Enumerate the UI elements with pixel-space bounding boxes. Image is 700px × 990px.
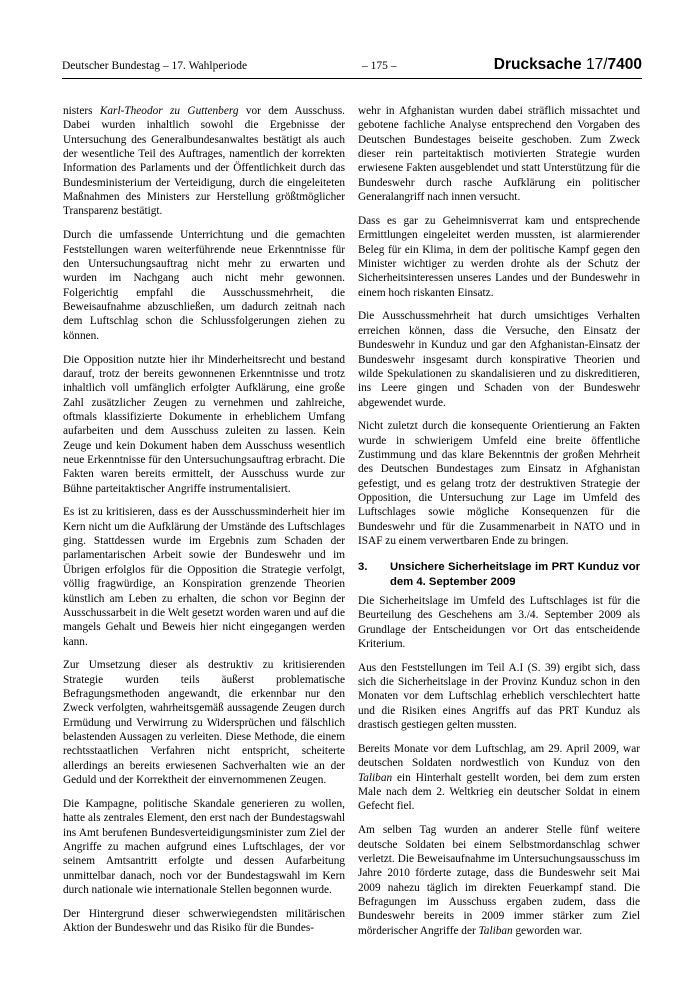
right-column [358,104,640,947]
left-column [63,104,345,945]
paragraph: Durch die umfassende Unterrichtung und die gemachten Feststellungen waren weiterführende neue Erkenntnisse für den Untersuchungsauftrag nicht mehr zu erwarten und wurden im Nachgang auch nicht mehr gewonnen. Folgerichtig empfahl die Ausschussmehrheit, die Beweisaufnahme abzuschließen, um dadurch zeitnah nach dem Luftschlag schon die Schlussfolgerungen ziehen zu können. [63,229,345,342]
paragraph: Bereits Monate vor dem Luftschlag, am 29. April 2009, war deutschen Soldaten nordwestlich von Kunduz von den Taliban ein Hinterhalt gestellt worden, bei dem zum ersten Male nach dem 2. Weltkrieg ein deutscher Soldat in einem Gefecht fiel. [358,742,640,813]
document-label: Drucksache [493,56,582,73]
section-heading [358,560,640,588]
paragraph: nisters Karl-Theodor zu Guttenberg vor dem Ausschuss. Dabei wurden inhaltlich sowohl die Ergebnisse der Untersuchung des Generalbundesanwaltes bestätigt als auch der wesentliche Teil des Auftrages, namentlich der korrekten Information des Parlaments und der Öffentlichkeit durch das Bundesministerium der Verteidigung, durch die eingeleiteten Maßnahmen des Ministers zur Herstellung größtmöglicher Transparenz bestätigt. [63,105,345,218]
paragraph: Die Opposition nutzte hier ihr Minderheitsrecht und bestand darauf, trotz der bereits gewonnenen Erkenntnisse und trotz inhaltlich voll umfänglich erfolgter Aufklärung, eine große Zahl zusätzlicher Zeugen zu vernehmen und zahlreiche, oftmals klassifizierte Dokumente in erheblichem Umfang aufarbeiten und dem Ausschuss zuleiten zu lassen. Kein Zeuge und kein Dokument haben dem Ausschuss wesentlich neue Erkenntnisse für den Untersuchungsauftrag erbracht. Die Fakten waren bereits ermittelt, der Ausschuss wurde zur Bühne parteitaktischer Angriffe instrumentalisiert. [63,353,346,495]
paragraph: Aus den Feststellungen im Teil A.I (S. 39) ergibt sich, dass sich die Sicherheitslage in der Provinz Kunduz schon in den Monaten vor dem Luftschlag erheblich verschlechtert hatte und die Risiken eines Angriffs auf das PRT Kunduz als drastisch gestiegen gelten mussten. [358,661,640,732]
paragraph: Nicht zuletzt durch die konsequente Orientierung an Fakten wurde in schwierigem Umfeld eine breite öffentliche Zustimmung und das klare Bekenntnis der großen Mehrheit des Deutschen Bundestages zum Einsatz in Afghanistan gefestigt, und es gelang trotz der destruktiven Strategie der Opposition, die Untersuchung zur Lage im Umfeld des Luftschlages sowie mögliche Konsequenzen für die Bundeswehr und für die Zusammenarbeit in NATO und in ISAF zu einem verwertbaren Ende zu bringen. [358,420,640,548]
paragraph: Am selben Tag wurden an anderer Stelle fünf weitere deutsche Soldaten bei einem Selbstmordanschlag schwer verletzt. Die Beweisaufnahme im Untersuchungsausschuss im Jahre 2010 förderte zutage, dass die Bundeswehr seit Mai 2009 nahezu täglich im direkten Feuerkampf stand. Die Befragungen im Ausschuss ergaben zudem, dass die Bundeswehr bereits in 2009 immer stärker zum Ziel mörderischer Angriffe der Taliban geworden war. [358,824,640,937]
italic-term: Taliban [478,924,513,937]
document-number-main: 7400 [607,56,642,73]
page-number: – 175 – [362,60,397,72]
section-number: 3. [358,561,368,574]
document-number-prefix: 17/ [585,56,608,73]
paragraph: Der Hintergrund dieser schwerwiegendsten militärischen Aktion der Bundeswehr und das Risiko für die Bundes- [63,907,345,935]
paragraph: Dass es gar zu Geheimnisverrat kam und entsprechende Ermittlungen eingeleitet werden mussten, ist alarmierender Beleg für ein Klima, in dem der politische Kampf gegen den Minister wichtiger zu werden drohte als der Schutz der Sicherheitsinteressen unseres Landes und der Bundeswehr in einem hoch riskanten Einsatz. [358,214,640,299]
paragraph: Die Kampagne, politische Skandale generieren zu wollen, hatte als zentrales Element, den erst nach der Bundestagswahl ins Amt berufenen Bundesverteidigungsminister zum Ziel der Angriffe zu machen aufgrund eines Luftschlages, der vor seinem Amtsantritt erfolgte und dessen Aufarbeitung unmittelbar danach, noch vor der Bundestagswahl im Kern durch nationale wie internationale Stellen begonnen wurde. [63,797,345,897]
person-name: Karl-Theodor zu Guttenberg [99,105,239,117]
italic-term: Taliban [358,771,393,784]
paragraph: wehr in Afghanistan wurden dabei sträflich missachtet und gebotene fachliche Analyse entsprechend den Vorgaben des Deutschen Bundestages beiseite geschoben. Zum Zweck dieser rein parteitaktisch motivierten Strategie wurden erwiesene Fakten ausgeblendet und statt Unterstützung für die Bundeswehr durch rasche Aufklärung ein politischer Generalangriff nach innen versucht. [358,105,640,204]
page-header [62,56,642,79]
paragraph: Die Sicherheitslage im Umfeld des Luftschlages ist für die Beurteilung des Geschehens am 3./4. September 2009 als Grundlage der Entscheidungen vor Ort das entscheidende Kriterium. [358,594,640,650]
section-title: Unsichere Sicherheitslage im PRT Kunduz vor dem 4. September 2009 [390,561,640,588]
paragraph: Es ist zu kritisieren, dass es der Ausschussminderheit hier im Kern nicht um die Aufklärung der Umstände des Luftschlages ging. Stattdessen wurde im Ergebnis zum Schaden der parlamentarischen Arbeit sowie der Bundeswehr und im Übrigen erfolglos für die Opposition die Strategie verfolgt, völlig fragwürdige, an Konspiration grenzende Theorien künstlich am Leben zu erhalten, die schon vor Beginn der Ausschussarbeit in die Welt gesetzt worden waren und auf die mangels Gehalt und Beweis hier nicht eingegangen werden kann. [63,506,345,648]
document-number [494,56,642,74]
paragraph: Die Ausschussmehrheit hat durch umsichtiges Verhalten erreichen können, dass die Versuche, den Einsatz der Bundeswehr in Kunduz und gar den Afghanistan-Einsatz der Bundeswehr insgesamt durch konspirative Theorien und wilde Spekulationen zu skandalisieren und zu diskreditieren, ins Leere gingen und Schaden von der Bundeswehr abgewendet wurde. [358,310,640,409]
header-publication: Deutscher Bundestag – 17. Wahlperiode [62,60,248,72]
paragraph: Zur Umsetzung dieser als destruktiv zu kritisierenden Strategie wurden teils äußerst problematische Befragungsmethoden angewandt, die erkennbar nur den Zweck verfolgten, wahrheitsgemäß aussagende Zeugen durch Ermüdung und Verwirrung zu Widersprüchen und fälschlich belastenden Aussagen zu verleiten. Diese Methode, die einem rechtsstaatlichen Verfahren nicht entspricht, scheiterte allerdings an bereits erwiesenen Sachverhalten wie an der Geduld und der Korrektheit der einvernommenen Zeugen. [63,659,345,787]
